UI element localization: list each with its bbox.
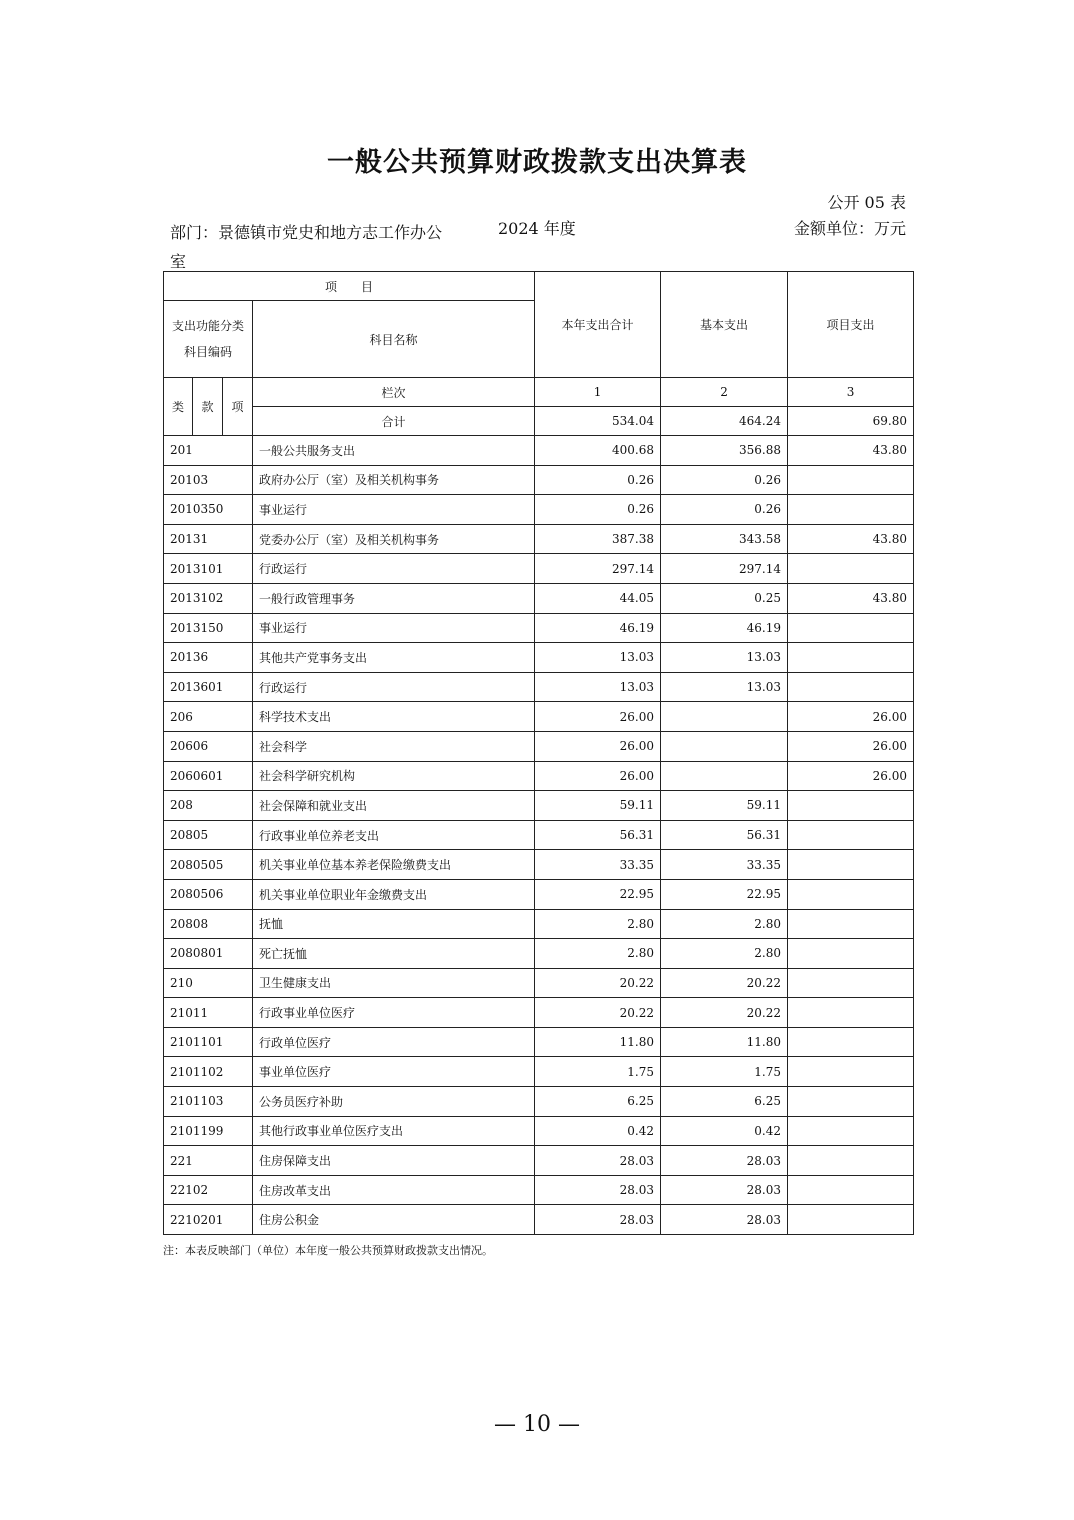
- table-row: [164, 583, 914, 613]
- header-project-expense: 项目支出: [788, 272, 914, 378]
- row-basic: 28.03: [661, 1146, 788, 1176]
- row-basic: 0.42: [661, 1116, 788, 1146]
- row-subject-name: 其他行政事业单位医疗支出: [253, 1116, 535, 1146]
- row-basic: 2.80: [661, 909, 788, 939]
- row-basic: 0.25: [661, 583, 788, 613]
- table-row: [164, 909, 914, 939]
- row-code: 2101199: [164, 1116, 253, 1146]
- row-code: 2210201: [164, 1205, 253, 1235]
- row-project: [788, 1087, 914, 1117]
- row-basic: 6.25: [661, 1087, 788, 1117]
- header-lei: 类: [164, 378, 193, 436]
- header-column-label: 栏次: [253, 378, 535, 407]
- header-subject-name: 科目名称: [253, 301, 535, 378]
- table-row: [164, 850, 914, 880]
- row-project: [788, 1027, 914, 1057]
- row-basic: [661, 731, 788, 761]
- table-row: [164, 465, 914, 495]
- row-subject-name: 科学技术支出: [253, 702, 535, 732]
- row-project: 43.80: [788, 583, 914, 613]
- row-project: [788, 1175, 914, 1205]
- table-row: [164, 672, 914, 702]
- row-subject-name: 行政事业单位医疗: [253, 998, 535, 1028]
- header-col-2: 2: [661, 378, 788, 407]
- row-project: [788, 1057, 914, 1087]
- row-basic: 0.26: [661, 495, 788, 525]
- table-row: [164, 702, 914, 732]
- row-subject-name: 住房保障支出: [253, 1146, 535, 1176]
- header-col-1: 1: [535, 378, 661, 407]
- row-subject-name: 抚恤: [253, 909, 535, 939]
- row-code: 2013101: [164, 554, 253, 584]
- table-row: [164, 1116, 914, 1146]
- row-code: 2060601: [164, 761, 253, 791]
- table-row: [164, 1087, 914, 1117]
- header-row-project: [164, 272, 914, 301]
- header-total: 本年支出合计: [535, 272, 661, 378]
- row-basic: 59.11: [661, 791, 788, 821]
- row-subject-name: 行政运行: [253, 554, 535, 584]
- row-project: [788, 850, 914, 880]
- row-code: 2101102: [164, 1057, 253, 1087]
- row-total: 28.03: [535, 1146, 661, 1176]
- row-total: 0.26: [535, 465, 661, 495]
- row-basic: 46.19: [661, 613, 788, 643]
- table-row: [164, 820, 914, 850]
- row-total: 26.00: [535, 702, 661, 732]
- row-basic: 56.31: [661, 820, 788, 850]
- row-subject-name: 一般公共服务支出: [253, 436, 535, 466]
- row-subject-name: 事业运行: [253, 613, 535, 643]
- row-project: 26.00: [788, 731, 914, 761]
- sum-project: 69.80: [788, 407, 914, 436]
- table-row: [164, 761, 914, 791]
- header-row-column-index: [164, 378, 914, 407]
- row-subject-name: 党委办公厅（室）及相关机构事务: [253, 524, 535, 554]
- row-code: 20805: [164, 820, 253, 850]
- table-row: [164, 613, 914, 643]
- row-code: 206: [164, 702, 253, 732]
- row-project: 26.00: [788, 702, 914, 732]
- row-basic: 297.14: [661, 554, 788, 584]
- row-project: [788, 613, 914, 643]
- table-row: [164, 1027, 914, 1057]
- row-code: 2101103: [164, 1087, 253, 1117]
- table-row: [164, 1205, 914, 1235]
- row-total: 26.00: [535, 731, 661, 761]
- row-basic: 356.88: [661, 436, 788, 466]
- row-subject-name: 社会科学: [253, 731, 535, 761]
- row-total: 400.68: [535, 436, 661, 466]
- row-total: 26.00: [535, 761, 661, 791]
- page-title: 一般公共预算财政拨款支出决算表: [327, 147, 747, 178]
- row-basic: 343.58: [661, 524, 788, 554]
- row-project: [788, 465, 914, 495]
- row-code: 2080505: [164, 850, 253, 880]
- row-total: 1.75: [535, 1057, 661, 1087]
- row-subject-name: 一般行政管理事务: [253, 583, 535, 613]
- table-row: [164, 524, 914, 554]
- header-xiang: 项: [223, 378, 253, 436]
- row-subject-name: 死亡抚恤: [253, 939, 535, 969]
- row-basic: [661, 761, 788, 791]
- row-project: [788, 554, 914, 584]
- row-project: [788, 879, 914, 909]
- table-row: [164, 436, 914, 466]
- row-code: 20103: [164, 465, 253, 495]
- row-project: [788, 1146, 914, 1176]
- page-number: — 10 —: [494, 1412, 580, 1437]
- row-code: 2013102: [164, 583, 253, 613]
- row-code: 201: [164, 436, 253, 466]
- row-code: 210: [164, 968, 253, 998]
- row-code: 2013150: [164, 613, 253, 643]
- row-project: [788, 643, 914, 673]
- row-total: 46.19: [535, 613, 661, 643]
- row-subject-name: 住房改革支出: [253, 1175, 535, 1205]
- row-total: 2.80: [535, 939, 661, 969]
- row-code: 208: [164, 791, 253, 821]
- row-basic: 20.22: [661, 998, 788, 1028]
- row-total: 20.22: [535, 998, 661, 1028]
- row-basic: 33.35: [661, 850, 788, 880]
- row-subject-name: 行政运行: [253, 672, 535, 702]
- row-total: 2.80: [535, 909, 661, 939]
- row-code: 20606: [164, 731, 253, 761]
- row-subject-name: 行政单位医疗: [253, 1027, 535, 1057]
- sum-total: 534.04: [535, 407, 661, 436]
- row-project: [788, 672, 914, 702]
- sum-basic: 464.24: [661, 407, 788, 436]
- table-row: [164, 998, 914, 1028]
- row-project: 43.80: [788, 436, 914, 466]
- header-kuan: 款: [193, 378, 223, 436]
- row-project: [788, 968, 914, 998]
- row-basic: 13.03: [661, 672, 788, 702]
- row-project: [788, 820, 914, 850]
- row-code: 2101101: [164, 1027, 253, 1057]
- row-total: 22.95: [535, 879, 661, 909]
- row-project: [788, 998, 914, 1028]
- table-row: [164, 1146, 914, 1176]
- row-basic: 28.03: [661, 1175, 788, 1205]
- row-subject-name: 卫生健康支出: [253, 968, 535, 998]
- table-row: [164, 554, 914, 584]
- currency-unit: 金额单位：万元: [793, 219, 906, 238]
- row-basic: 11.80: [661, 1027, 788, 1057]
- row-subject-name: 社会保障和就业支出: [253, 791, 535, 821]
- header-col-3: 3: [788, 378, 914, 407]
- row-project: [788, 495, 914, 525]
- department-label: 部门：景德镇市党史和地方志工作办公室: [170, 223, 443, 271]
- row-project: [788, 1205, 914, 1235]
- row-total: 0.26: [535, 495, 661, 525]
- row-basic: 1.75: [661, 1057, 788, 1087]
- row-basic: 0.26: [661, 465, 788, 495]
- row-code: 22102: [164, 1175, 253, 1205]
- row-total: 28.03: [535, 1175, 661, 1205]
- row-subject-name: 事业运行: [253, 495, 535, 525]
- header-project: 项 目: [164, 272, 535, 301]
- table-row: [164, 791, 914, 821]
- row-project: 26.00: [788, 761, 914, 791]
- row-total: 56.31: [535, 820, 661, 850]
- row-subject-name: 事业单位医疗: [253, 1057, 535, 1087]
- row-code: 21011: [164, 998, 253, 1028]
- table-row: [164, 643, 914, 673]
- table-row: [164, 879, 914, 909]
- row-code: 20136: [164, 643, 253, 673]
- row-total: 6.25: [535, 1087, 661, 1117]
- row-subject-name: 其他共产党事务支出: [253, 643, 535, 673]
- row-basic: 2.80: [661, 939, 788, 969]
- row-code: 2013601: [164, 672, 253, 702]
- row-code: 2080801: [164, 939, 253, 969]
- row-total: 44.05: [535, 583, 661, 613]
- row-project: [788, 909, 914, 939]
- row-basic: 13.03: [661, 643, 788, 673]
- row-code: 20131: [164, 524, 253, 554]
- row-basic: [661, 702, 788, 732]
- table-row: [164, 939, 914, 969]
- sum-label: 合计: [253, 407, 535, 436]
- row-subject-name: 社会科学研究机构: [253, 761, 535, 791]
- row-project: [788, 791, 914, 821]
- table-note: 注：本表反映部门（单位）本年度一般公共预算财政拨款支出情况。: [163, 1244, 493, 1257]
- row-total: 59.11: [535, 791, 661, 821]
- row-subject-name: 行政事业单位养老支出: [253, 820, 535, 850]
- form-number: 公开 05 表: [827, 193, 906, 212]
- row-project: [788, 939, 914, 969]
- sum-row: [164, 407, 914, 436]
- row-subject-name: 公务员医疗补助: [253, 1087, 535, 1117]
- row-total: 0.42: [535, 1116, 661, 1146]
- row-basic: 28.03: [661, 1205, 788, 1235]
- row-subject-name: 机关事业单位职业年金缴费支出: [253, 879, 535, 909]
- row-code: 2010350: [164, 495, 253, 525]
- row-total: 33.35: [535, 850, 661, 880]
- row-subject-name: 机关事业单位基本养老保险缴费支出: [253, 850, 535, 880]
- row-total: 13.03: [535, 643, 661, 673]
- row-code: 221: [164, 1146, 253, 1176]
- table-body: [164, 436, 914, 1235]
- row-project: [788, 1116, 914, 1146]
- table-row: [164, 1175, 914, 1205]
- row-total: 297.14: [535, 554, 661, 584]
- row-subject-name: 政府办公厅（室）及相关机构事务: [253, 465, 535, 495]
- row-total: 20.22: [535, 968, 661, 998]
- row-subject-name: 住房公积金: [253, 1205, 535, 1235]
- table-row: [164, 1057, 914, 1087]
- row-total: 28.03: [535, 1205, 661, 1235]
- row-total: 387.38: [535, 524, 661, 554]
- table-row: [164, 968, 914, 998]
- row-project: 43.80: [788, 524, 914, 554]
- table-row: [164, 495, 914, 525]
- row-total: 13.03: [535, 672, 661, 702]
- header-basic: 基本支出: [661, 272, 788, 378]
- header-function-code: 支出功能分类科目编码: [164, 301, 253, 378]
- row-basic: 22.95: [661, 879, 788, 909]
- table-row: [164, 731, 914, 761]
- row-code: 20808: [164, 909, 253, 939]
- row-basic: 20.22: [661, 968, 788, 998]
- fiscal-year: 2024 年度: [498, 219, 576, 238]
- row-total: 11.80: [535, 1027, 661, 1057]
- expenditure-table: [163, 271, 914, 1235]
- row-code: 2080506: [164, 879, 253, 909]
